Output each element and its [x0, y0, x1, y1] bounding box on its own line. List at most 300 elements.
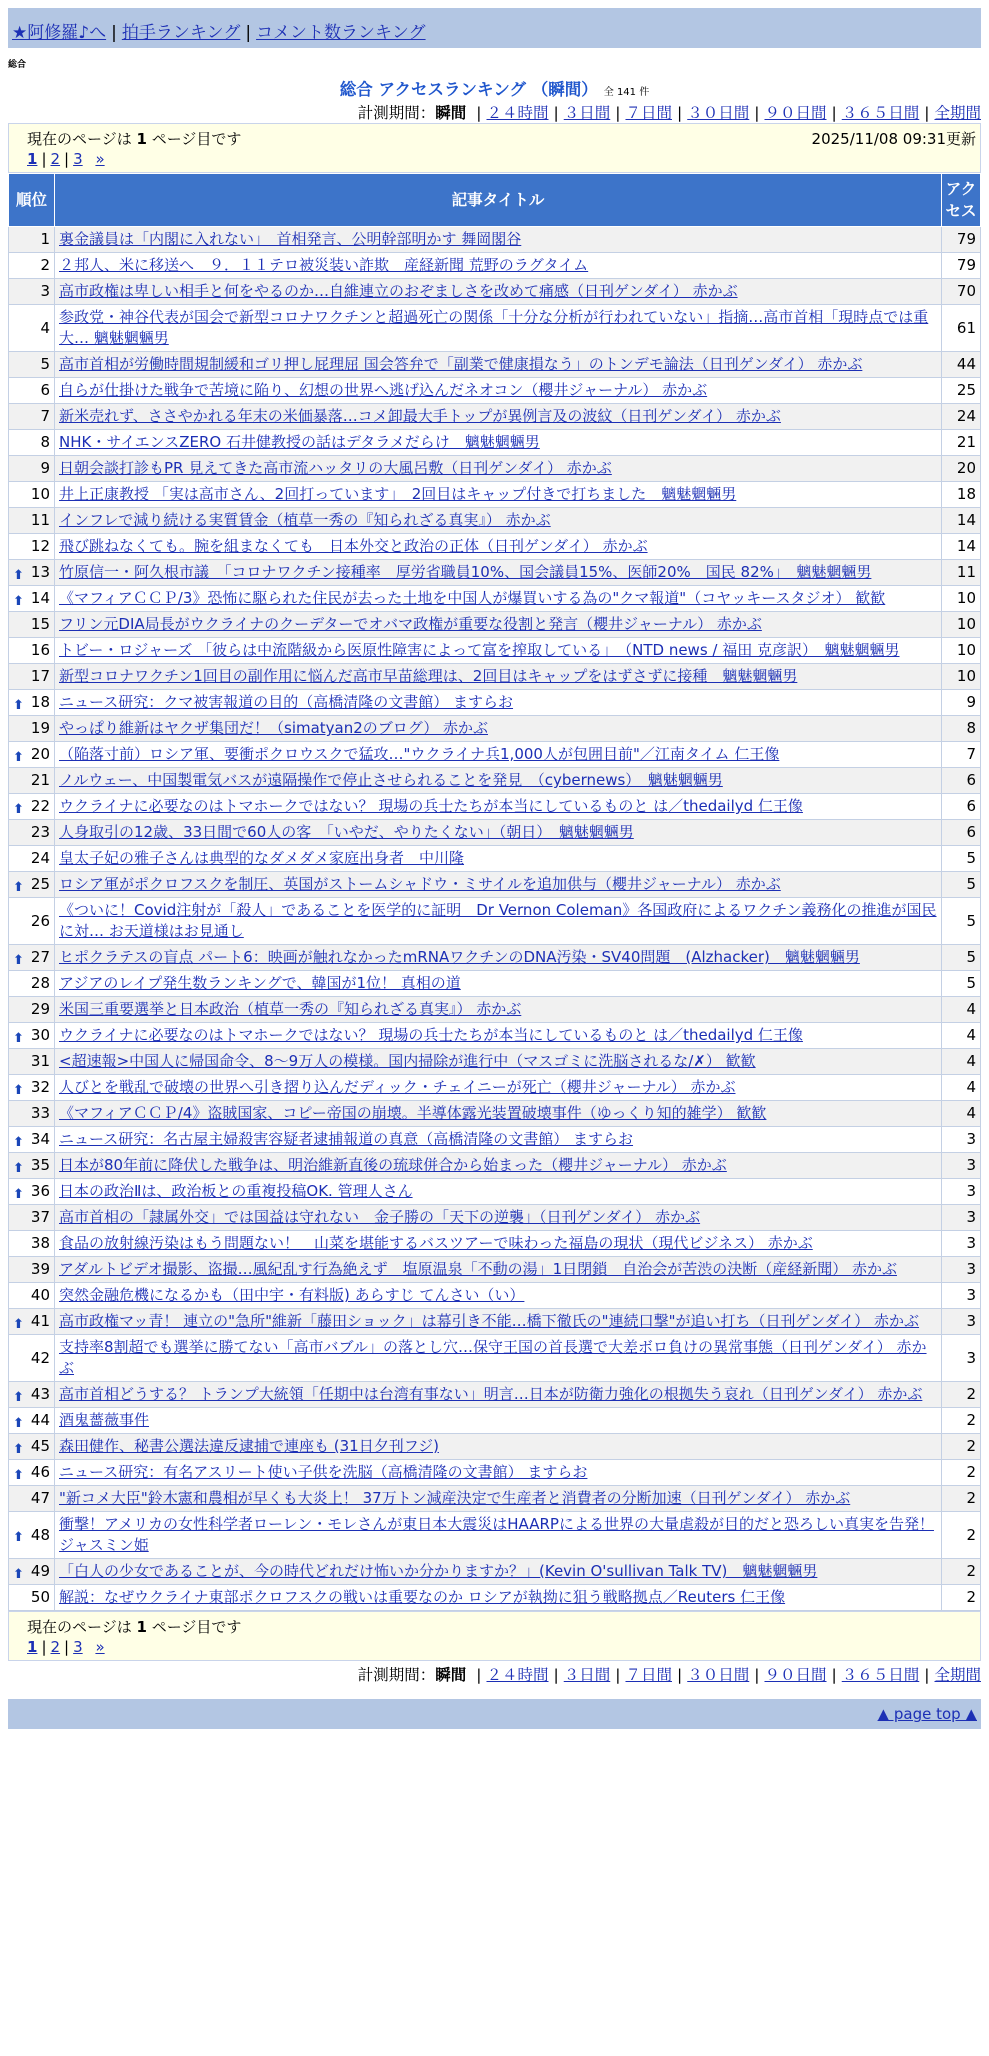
period-link[interactable]: ７日間 — [625, 1666, 672, 1684]
title-cell — [55, 1153, 942, 1179]
article-link[interactable]: アジアのレイプ発生数ランキングで、韓国が1位！ 真相の道 — [59, 974, 461, 992]
period-link[interactable]: ３６５日間 — [841, 104, 920, 122]
period-link[interactable]: ３０日間 — [687, 104, 750, 122]
rank-number: 44 — [30, 1411, 50, 1429]
rank-cell — [9, 560, 55, 586]
pager-spacer — [87, 150, 92, 168]
title-cell — [55, 586, 942, 612]
period-separator: | — [754, 104, 760, 122]
access-header: アクセス — [942, 174, 981, 227]
title-cell — [55, 404, 942, 430]
title-cell — [55, 997, 942, 1023]
article-link[interactable]: 参政党・神谷代表が国会で新型コロナワクチンと超過死亡の関係「十分な分析が行われていない」指摘…高市首相「現時点では重大… 魑魅魍魎男 — [59, 308, 929, 347]
rank-cell — [9, 664, 55, 690]
article-link[interactable]: 井上正康教授 「実は高市さん、2回打っています」 2回目はキャップ付きで打ちました 魑魅魍魎男 — [59, 485, 737, 503]
access-count: 14 — [942, 508, 981, 534]
title-cell — [55, 1585, 942, 1611]
period-separator: | — [831, 1666, 837, 1684]
section-label: 総合 — [8, 60, 27, 70]
top-nav-bar — [8, 8, 981, 48]
ranking-table — [8, 173, 981, 1611]
rank-number: 7 — [40, 407, 50, 425]
access-count: 79 — [942, 227, 981, 253]
rank-cell — [9, 1382, 55, 1408]
table-row — [9, 227, 981, 253]
rank-cell — [9, 1486, 55, 1512]
article-link[interactable]: 食品の放射線汚染はもう問題ない！ 山菜を堪能するバスツアーで味わった福島の現状（現代ビジネス） 赤かぶ — [59, 1234, 813, 1252]
article-link[interactable]: インフレで減り続ける実質賃金（植草一秀の『知られざる真実』） 赤かぶ — [59, 511, 551, 529]
rank-cell — [9, 352, 55, 378]
period-separator: | — [677, 1666, 683, 1684]
title-cell — [55, 1049, 942, 1075]
table-row — [9, 1309, 981, 1335]
period-separator: | — [476, 1666, 482, 1684]
current-page-pre: 現在のページは — [27, 1618, 132, 1636]
title-cell — [55, 1023, 942, 1049]
title-cell — [55, 482, 942, 508]
article-link[interactable]: 酒鬼薔薇事件 — [59, 1411, 150, 1429]
period-link[interactable]: ７日間 — [625, 104, 672, 122]
article-link[interactable]: NHK・サイエンスZERO 石井健教授の話はデタラメだらけ 魑魅魍魎男 — [59, 433, 540, 451]
up-arrow-icon: ⬆ — [13, 1082, 24, 1098]
rank-number: 13 — [30, 563, 50, 581]
rank-cell — [9, 1205, 55, 1231]
article-link[interactable]: 日本の政治Ⅱは、政治板との重複投稿OK. 管理人さん — [59, 1182, 413, 1200]
title-cell — [55, 1283, 942, 1309]
access-count: 5 — [942, 898, 981, 945]
title-header: 記事タイトル — [55, 174, 942, 227]
current-page-text — [27, 128, 241, 150]
rank-number: 2 — [40, 256, 50, 274]
title-cell — [55, 1205, 942, 1231]
access-count: 2 — [942, 1512, 981, 1559]
article-link[interactable]: 皇太子妃の雅子さんは典型的なダメダメ家庭出身者 中川隆 — [59, 849, 465, 867]
article-link[interactable]: 高市政権マッ青！ 連立の"急所"維新「藤田ショック」は幕引き不能…橋下徹氏の"連続口撃"が追い打ち（日刊ゲンダイ） 赤かぶ — [59, 1312, 920, 1330]
rank-number: 30 — [30, 1026, 50, 1044]
title-cell — [55, 971, 942, 997]
table-row — [9, 1408, 981, 1434]
rank-cell — [9, 1101, 55, 1127]
rank-cell — [9, 1559, 55, 1585]
article-link[interactable]: 自らが仕掛けた戦争で苦境に陥り、幻想の世界へ逃げ込んだネオコン（櫻井ジャーナル） 赤かぶ — [59, 381, 708, 399]
pagination-box — [8, 123, 981, 173]
table-row — [9, 404, 981, 430]
current-page-number: 1 — [136, 1618, 147, 1636]
page-title-text: 総合 アクセスランキング （瞬間） — [339, 80, 598, 99]
period-link[interactable]: ９０日間 — [764, 1666, 827, 1684]
period-link[interactable]: ３６５日間 — [841, 1666, 920, 1684]
rank-cell — [9, 378, 55, 404]
access-count: 8 — [942, 716, 981, 742]
article-link[interactable]: 人身取引の12歳、33日間で60人の客 「いやだ、やりたくない」（朝日） 魑魅魍魎男 — [59, 823, 634, 841]
period-link[interactable]: ２４時間 — [486, 1666, 549, 1684]
rank-cell — [9, 253, 55, 279]
rank-cell — [9, 1179, 55, 1205]
access-count: 6 — [942, 768, 981, 794]
rank-number: 1 — [40, 230, 50, 248]
access-count: 3 — [942, 1179, 981, 1205]
table-row — [9, 794, 981, 820]
period-link[interactable]: ２４時間 — [486, 104, 549, 122]
access-count: 5 — [942, 846, 981, 872]
rank-cell — [9, 305, 55, 352]
rank-number: 48 — [30, 1525, 50, 1544]
updated-timestamp: 2025/11/08 09:31更新 — [811, 130, 976, 148]
table-row — [9, 1585, 981, 1611]
up-arrow-icon: ⬆ — [13, 1160, 24, 1176]
table-row — [9, 586, 981, 612]
table-row — [9, 482, 981, 508]
up-arrow-icon: ⬆ — [13, 1316, 24, 1332]
article-link[interactable]: 《ついに！Covid注射が「殺人」であることを医学的に証明 Dr Vernon Coleman》各国政府によるワクチン義務化の推進が国民に対… お天道様はお見通し — [59, 901, 937, 940]
access-count: 2 — [942, 1434, 981, 1460]
article-link[interactable]: "新コメ大臣"鈴木憲和農相が早くも大炎上！ 37万トン減産決定で生産者と消費者の分断加速（日刊ゲンダイ） 赤かぶ — [59, 1489, 851, 1507]
pager-separator: | — [64, 150, 70, 168]
table-row — [9, 1382, 981, 1408]
up-arrow-icon: ⬆ — [13, 697, 24, 713]
access-count: 4 — [942, 1023, 981, 1049]
table-row — [9, 1023, 981, 1049]
article-link[interactable]: 裏金議員は「内閣に入れない」 首相発言、公明幹部明かす 舞岡閣谷 — [59, 230, 522, 248]
period-separator: | — [924, 1666, 930, 1684]
table-row — [9, 378, 981, 404]
rank-number: 31 — [30, 1052, 50, 1070]
rank-cell — [9, 508, 55, 534]
current-page-pre: 現在のページは — [27, 130, 132, 148]
rank-cell — [9, 1335, 55, 1382]
title-cell — [55, 768, 942, 794]
article-link[interactable]: 日本が80年前に降伏した戦争は、明治維新直後の琉球併合から始まった（櫻井ジャーナル） 赤かぶ — [59, 1156, 727, 1174]
table-row — [9, 690, 981, 716]
table-row — [9, 638, 981, 664]
period-link[interactable]: ３０日間 — [687, 1666, 750, 1684]
rank-cell — [9, 586, 55, 612]
title-cell — [55, 872, 942, 898]
page-top-link[interactable]: ▲ page top ▲ — [877, 1705, 977, 1723]
rank-number: 9 — [40, 459, 50, 477]
period-link[interactable]: ３日間 — [563, 1666, 611, 1684]
access-count: 18 — [942, 482, 981, 508]
rank-number: 41 — [30, 1312, 50, 1330]
table-row — [9, 253, 981, 279]
access-count: 24 — [942, 404, 981, 430]
access-count: 2 — [942, 1382, 981, 1408]
rank-number: 19 — [30, 719, 50, 737]
title-cell — [55, 534, 942, 560]
table-header-row — [9, 174, 981, 227]
rank-cell — [9, 820, 55, 846]
rank-cell — [9, 1023, 55, 1049]
article-link[interactable]: フリン元DIA局長がウクライナのクーデターでオバマ政権が重要な役割と発言（櫻井ジャーナル） 赤かぶ — [59, 615, 762, 633]
article-link[interactable]: 解説：なぜウクライナ東部ポクロフスクの戦いは重要なのか ロシアが執拗に狙う戦略拠点／Reuters 仁王像 — [59, 1588, 786, 1606]
rank-number: 40 — [30, 1286, 50, 1304]
title-cell — [55, 227, 942, 253]
article-link[interactable]: 衝撃！アメリカの女性科学者ローレン・モレさんが東日本大震災はHAARPによる世界の大量虐殺が目的だと恐ろしい真実を告発！ ジャスミン姫 — [59, 1515, 934, 1554]
article-link[interactable]: 《マフィアＣＣＰ/4》盗賊国家、コピー帝国の崩壊。半導体露光装置破壊事件（ゆっくり知的雑学） 歓歓 — [59, 1104, 767, 1122]
title-cell — [55, 846, 942, 872]
article-link[interactable]: ニュース研究：クマ被害報道の目的（高橋清隆の文書館） ますらお — [59, 693, 514, 711]
period-link[interactable]: 全期間 — [934, 1666, 981, 1684]
period-label: 計測期間： — [357, 104, 436, 122]
article-link[interactable]: 《マフィアＣＣＰ/3》恐怖に駆られた住民が去った土地を中国人が爆買いする為の"クマ報道"（コヤッキースタジオ） 歓歓 — [59, 589, 886, 607]
access-count: 3 — [942, 1257, 981, 1283]
period-separator: | — [476, 104, 482, 122]
rank-cell — [9, 1434, 55, 1460]
rank-number: 10 — [30, 485, 50, 503]
pager — [27, 150, 976, 172]
title-cell — [55, 560, 942, 586]
title-cell — [55, 1460, 942, 1486]
up-arrow-icon: ⬆ — [13, 1186, 24, 1202]
article-link[interactable]: 高市首相どうする？ トランプ大統領「任期中は台湾有事ない」明言…日本が防衛力強化の根拠失う哀れ（日刊ゲンダイ） 赤かぶ — [59, 1385, 923, 1403]
rank-number: 20 — [30, 745, 50, 763]
comment-ranking-link[interactable]: コメント数ランキング — [256, 23, 426, 43]
pager-separator: | — [41, 150, 47, 168]
rank-cell — [9, 227, 55, 253]
rank-cell — [9, 482, 55, 508]
title-cell — [55, 430, 942, 456]
rank-number: 42 — [30, 1348, 50, 1367]
article-link[interactable]: ウクライナに必要なのはトマホークではない？ 現場の兵士たちが本当にしているものと は／thedailyd 仁王像 — [59, 1026, 803, 1044]
period-separator: | — [924, 104, 930, 122]
title-cell — [55, 1257, 942, 1283]
table-row — [9, 456, 981, 482]
access-count: 3 — [942, 1205, 981, 1231]
bottom-bar — [8, 1699, 981, 1729]
title-cell — [55, 1512, 942, 1559]
article-link[interactable]: ヒポクラテスの盲点 パート6：映画が触れなかったmRNAワクチンのDNA汚染・SV40問題 (Alzhacker) 魑魅魍魎男 — [59, 948, 860, 966]
rank-header: 順位 — [9, 174, 55, 227]
title-cell — [55, 742, 942, 768]
article-link[interactable]: ニュース研究：有名アスリート使い子供を洗脳（高橋清隆の文書館） ますらお — [59, 1463, 588, 1481]
table-row — [9, 1075, 981, 1101]
next-page-link[interactable]: » — [95, 1638, 105, 1656]
rank-cell — [9, 1127, 55, 1153]
article-link[interactable]: ２邦人、米に移送へ ９．１１テロ被災装い詐欺 産経新聞 荒野のラグタイム — [59, 256, 589, 274]
access-count: 14 — [942, 534, 981, 560]
nav-separator: | — [245, 23, 252, 43]
article-link[interactable]: 「白人の少女であることが、今の時代どれだけ怖いか分かりますか？」(Kevin O'sullivan Talk TV) 魑魅魍魎男 — [59, 1562, 818, 1580]
table-row — [9, 1101, 981, 1127]
rank-number: 39 — [30, 1260, 50, 1278]
rank-cell — [9, 971, 55, 997]
period-separator: | — [553, 104, 559, 122]
article-link[interactable]: 日朝会談打診もPR 見えてきた高市流ハッタリの大風呂敷（日刊ゲンダイ） 赤かぶ — [59, 459, 612, 477]
article-link[interactable]: ロシア軍がポクロフスクを制圧、英国がストームシャドウ・ミサイルを追加供与（櫻井ジャーナル） 赤かぶ — [59, 875, 781, 893]
period-separator: | — [677, 104, 683, 122]
rank-cell — [9, 898, 55, 945]
access-count: 10 — [942, 586, 981, 612]
table-row — [9, 1179, 981, 1205]
table-row — [9, 1205, 981, 1231]
rank-number: 17 — [30, 667, 50, 685]
article-link[interactable]: トビー・ロジャーズ 「彼らは中流階級から医原性障害によって富を搾取している」 （NTD news / 福田 克彦訳） 魑魅魍魎男 — [59, 641, 900, 659]
page-link-3[interactable]: 3 — [73, 1638, 83, 1656]
page-link-1[interactable]: 1 — [27, 1638, 38, 1656]
title-cell — [55, 378, 942, 404]
table-row — [9, 612, 981, 638]
up-arrow-icon: ⬆ — [13, 879, 24, 895]
access-count: 6 — [942, 794, 981, 820]
access-count: 3 — [942, 1335, 981, 1382]
current-page-number: 1 — [136, 130, 147, 148]
rank-cell — [9, 1408, 55, 1434]
rank-number: 47 — [30, 1489, 50, 1507]
access-count: 61 — [942, 305, 981, 352]
rank-cell — [9, 638, 55, 664]
table-row — [9, 560, 981, 586]
table-row — [9, 1460, 981, 1486]
pagination-box-bottom — [8, 1611, 981, 1661]
table-row — [9, 664, 981, 690]
period-link[interactable]: 全期間 — [934, 104, 981, 122]
article-link[interactable]: やっぱり維新はヤクザ集団だ！（simatyan2のブログ） 赤かぶ — [59, 719, 489, 737]
rank-cell — [9, 945, 55, 971]
rank-cell — [9, 404, 55, 430]
article-link[interactable]: 高市政権は卑しい相手と何をやるのか…自維連立のおぞましさを改めて痛感（日刊ゲンダイ） 赤かぶ — [59, 282, 738, 300]
rank-number: 50 — [30, 1588, 50, 1606]
table-row — [9, 872, 981, 898]
article-link[interactable]: ノルウェー、中国製電気バスが遠隔操作で停止させられることを発見 （cybernews） 魑魅魍魎男 — [59, 771, 723, 789]
title-cell — [55, 253, 942, 279]
rank-cell — [9, 1585, 55, 1611]
access-count: 3 — [942, 1127, 981, 1153]
rank-number: 43 — [30, 1385, 50, 1403]
rank-number: 15 — [30, 615, 50, 633]
table-row — [9, 898, 981, 945]
article-link[interactable]: ニュース研究：名古屋主婦殺害容疑者逮捕報道の真意（高橋清隆の文書館） ますらお — [59, 1130, 634, 1148]
period-link[interactable]: ９０日間 — [764, 104, 827, 122]
table-row — [9, 305, 981, 352]
article-link[interactable]: 新米売れず、ささやかれる年末の米価暴落…コメ卸最大手トップが異例言及の波紋（日刊ゲンダイ） 赤かぶ — [59, 407, 781, 425]
title-cell — [55, 1309, 942, 1335]
home-link[interactable]: ★阿修羅♪へ — [12, 23, 107, 43]
up-arrow-icon: ⬆ — [13, 1415, 24, 1431]
rank-number: 22 — [30, 797, 50, 815]
article-link[interactable]: 支持率8割超でも選挙に勝てない「高市バブル」の落とし穴…保守王国の首長選で大差ボロ負けの異常事態（日刊ゲンダイ） 赤かぶ — [59, 1338, 927, 1377]
rank-cell — [9, 716, 55, 742]
access-count: 9 — [942, 690, 981, 716]
article-link[interactable]: 森田健作、秘書公選法違反逮捕で連座も (31日夕刊フジ) — [59, 1437, 439, 1455]
rank-number: 16 — [30, 641, 50, 659]
article-link[interactable]: 高市首相の「隷属外交」では国益は守れない 金子勝の「天下の逆襲」（日刊ゲンダイ） 赤かぶ — [59, 1208, 701, 1226]
access-count: 5 — [942, 971, 981, 997]
access-count: 4 — [942, 1101, 981, 1127]
current-page-post: ページ目です — [151, 130, 242, 148]
table-row — [9, 846, 981, 872]
article-link[interactable]: 竹原信一・阿久根市議 「コロナワクチン接種率 厚労省職員10%、国会議員15%、医師20% 国民 82%」 魑魅魍魎男 — [59, 563, 872, 581]
title-cell — [55, 456, 942, 482]
period-link[interactable]: ３日間 — [563, 104, 611, 122]
article-link[interactable]: <超速報>中国人に帰国命令、8～9万人の模様。国内掃除が進行中（マスゴミに洗脳されるな/✗） 歓歓 — [59, 1052, 756, 1070]
article-link[interactable]: 新型コロナワクチン1回目の副作用に悩んだ高市早苗総理は、2回目はキャップをはずさずに接種 魑魅魍魎男 — [59, 667, 798, 685]
up-arrow-icon: ⬆ — [13, 1467, 24, 1483]
article-link[interactable]: 飛び跳ねなくても。腕を組まなくても 日本外交と政治の正体（日刊ゲンダイ） 赤かぶ — [59, 537, 648, 555]
table-row — [9, 1434, 981, 1460]
article-link[interactable]: 人びとを戦乱で破壊の世界へ引き摺り込んだディック・チェイニーが死亡（櫻井ジャーナル） 赤かぶ — [59, 1078, 736, 1096]
article-link[interactable]: （陥落寸前）ロシア軍、要衝ポクロウスクで猛攻…"ウクライナ兵1,000人が包囲目前"／江南タイム 仁王像 — [59, 745, 780, 763]
rank-cell — [9, 1231, 55, 1257]
rank-number: 28 — [30, 974, 50, 992]
rank-number: 14 — [30, 589, 50, 607]
title-cell — [55, 1434, 942, 1460]
page-title — [8, 76, 981, 99]
rank-number: 33 — [30, 1104, 50, 1122]
rank-number: 35 — [30, 1156, 50, 1174]
period-separator: | — [553, 1666, 559, 1684]
rank-number: 8 — [40, 433, 50, 451]
current-page-post: ページ目です — [151, 1618, 242, 1636]
title-cell — [55, 305, 942, 352]
table-row — [9, 971, 981, 997]
up-arrow-icon: ⬆ — [13, 1030, 24, 1046]
rank-number: 6 — [40, 381, 50, 399]
period-selector — [8, 99, 981, 123]
title-cell — [55, 279, 942, 305]
table-row — [9, 1127, 981, 1153]
period-separator: | — [615, 1666, 621, 1684]
rank-cell — [9, 794, 55, 820]
rank-number: 12 — [30, 537, 50, 555]
period-separator: | — [831, 104, 837, 122]
access-count: 5 — [942, 872, 981, 898]
title-cell — [55, 612, 942, 638]
access-count: 3 — [942, 1309, 981, 1335]
rank-cell — [9, 279, 55, 305]
access-count: 2 — [942, 1585, 981, 1611]
up-arrow-icon: ⬆ — [13, 593, 24, 609]
title-cell — [55, 945, 942, 971]
page-link-2[interactable]: 2 — [50, 150, 61, 168]
period-current: 瞬間 — [435, 104, 467, 122]
title-cell — [55, 1101, 942, 1127]
rank-number: 36 — [30, 1182, 50, 1200]
page-link-2[interactable]: 2 — [50, 1638, 61, 1656]
access-count: 4 — [942, 1075, 981, 1101]
up-arrow-icon: ⬆ — [13, 952, 24, 968]
article-link[interactable]: 高市首相が労働時間規制緩和ゴリ押し屁理屈 国会答弁で「副業で健康損なう」のトンデモ論法（日刊ゲンダイ） 赤かぶ — [59, 355, 863, 373]
article-link[interactable]: 突然金融危機になるかも（田中宇・有料版) あらすじ てんさい（い） — [59, 1286, 525, 1304]
up-arrow-icon: ⬆ — [13, 1134, 24, 1150]
up-arrow-icon: ⬆ — [13, 749, 24, 765]
rank-cell — [9, 612, 55, 638]
access-count: 2 — [942, 1460, 981, 1486]
rank-number: 27 — [30, 948, 50, 966]
table-row — [9, 534, 981, 560]
access-count: 2 — [942, 1408, 981, 1434]
title-cell — [55, 794, 942, 820]
page-link-3[interactable]: 3 — [73, 150, 83, 168]
page-link-1[interactable]: 1 — [27, 150, 38, 168]
applause-ranking-link[interactable]: 拍手ランキング — [121, 23, 241, 43]
table-row — [9, 430, 981, 456]
article-link[interactable]: ウクライナに必要なのはトマホークではない？ 現場の兵士たちが本当にしているものと は／thedailyd 仁王像 — [59, 797, 803, 815]
access-count: 11 — [942, 560, 981, 586]
rank-cell — [9, 1309, 55, 1335]
table-row — [9, 742, 981, 768]
article-link[interactable]: 米国三重要選挙と日本政治（植草一秀の『知られざる真実』） 赤かぶ — [59, 1000, 522, 1018]
article-link[interactable]: アダルトビデオ撮影、盗撮…風紀乱す行為絶えず 塩原温泉「不動の湯」1日閉鎖 自治会が苦渋の決断（産経新聞） 赤かぶ — [59, 1260, 897, 1278]
access-count: 3 — [942, 1231, 981, 1257]
next-page-link[interactable]: » — [95, 150, 105, 168]
rank-cell — [9, 1049, 55, 1075]
table-row — [9, 508, 981, 534]
access-count: 4 — [942, 1049, 981, 1075]
rank-cell — [9, 1153, 55, 1179]
rank-cell — [9, 534, 55, 560]
rank-number: 49 — [30, 1562, 50, 1580]
title-cell — [55, 1486, 942, 1512]
